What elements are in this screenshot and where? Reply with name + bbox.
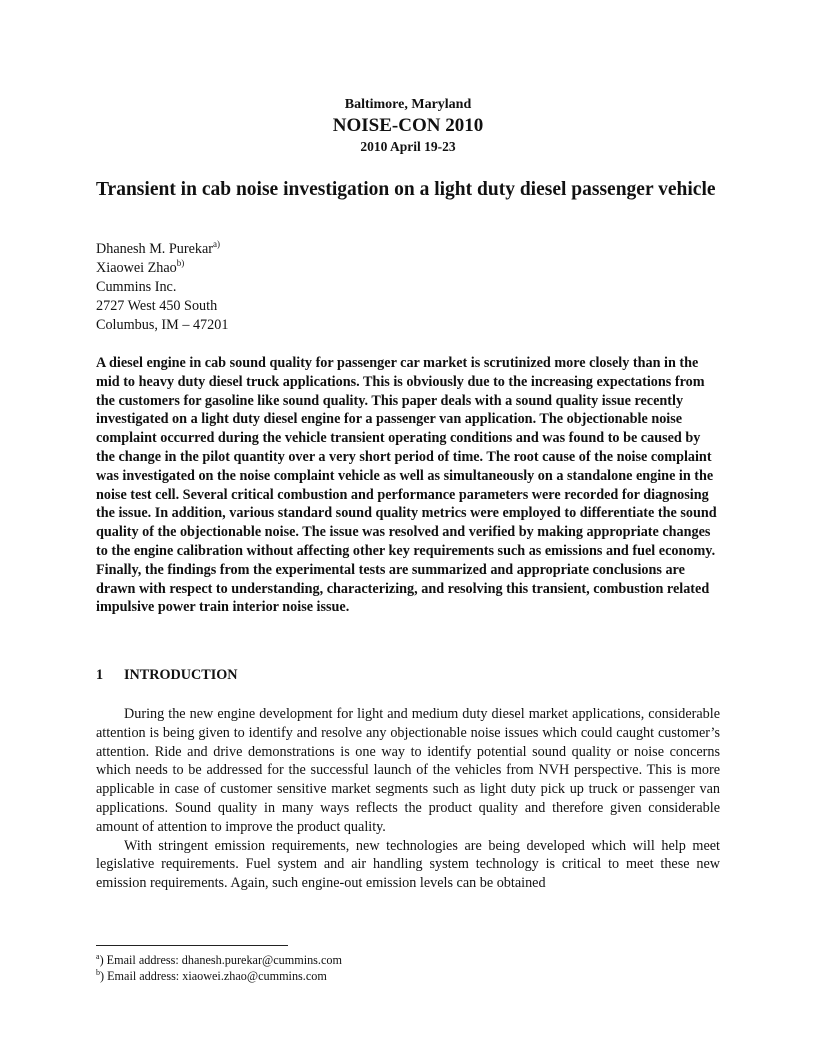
author-2-name: Xiaowei Zhao (96, 260, 177, 276)
footnote-b (96, 968, 342, 984)
author-2-mark: b) (176, 258, 185, 268)
footnotes (96, 952, 342, 984)
footnote-b-text: ) Email address: xiaowei.zhao@cummins.com (100, 969, 327, 983)
author-affiliation: Cummins Inc. (96, 279, 177, 295)
conference-dates: 2010 April 19-23 (360, 139, 456, 154)
author-1 (96, 240, 228, 259)
author-1-name: Dhanesh M. Purekar (96, 241, 214, 257)
conference-name: NOISE-CON 2010 (332, 115, 484, 136)
intro-paragraph-1: During the new engine development for light and medium duty diesel market applications, considerable attention is being given to identify and resolve any objectionable noise issues which could caught customer’s attention. Ride and drive demonstrations is one way to identify potential sound quality or noise concerns which needs to be addressed for the successful launch of the vehicles from NVH perspective. This is more applicable in case of customer sensitive market segments such as light duty pick up truck or passenger van applications. Sound quality in many ways reflects the product quality and therefore given considerable amount of attention to improve the product quality. (96, 706, 720, 835)
footnote-a (96, 952, 342, 968)
footnote-divider (96, 945, 288, 946)
conference-header (0, 96, 816, 155)
footnote-b-mark: b (96, 968, 100, 977)
section-heading-introduction (96, 666, 238, 685)
intro-paragraph-2: With stringent emission requirements, new technologies are being developed which will help meet legislative requirements. Fuel system and air handling system technology is critical to meet these new emission requirements. Again, such engine-out emission levels can be obtained (96, 837, 720, 892)
conference-location: Baltimore, Maryland (344, 97, 472, 112)
section-number: 1 (96, 667, 104, 683)
footnote-a-mark: a (96, 952, 100, 961)
author-2 (96, 259, 228, 278)
abstract: A diesel engine in cab sound quality for passenger car market is scrutinized more closely than in the mid to heavy duty diesel truck applications. This is obviously due to the increasing expectations from the customers for gasoline like sound quality. This paper deals with a sound quality issue recently investigated on a light duty diesel engine for a passenger van application. The objectionable noise complaint occurred during the vehicle transient operating conditions and was found to be caused by the change in the pilot quantity over a very short period of time. The root cause of the noise complaint was investigated on the noise complaint vehicle as well as simultaneously on a standalone engine in the noise test cell. Several critical combustion and performance parameters were recorded for diagnosing the issue. In addition, various standard sound quality metrics were employed to differentiate the sound quality of the objectionable noise. The issue was resolved and verified by making appropriate changes to the engine calibration without affecting other key requirements such as emissions and fuel economy. Finally, the findings from the experimental tests are summarized and appropriate conclusions are drawn with respect to understanding, characterizing, and resolving this transient, combustion related impulsive power train interior noise issue. (96, 355, 717, 616)
section-title: INTRODUCTION (124, 667, 238, 683)
paper-title: Transient in cab noise investigation on a light duty diesel passenger vehicle (96, 179, 716, 200)
introduction-body (96, 705, 720, 893)
author-city: Columbus, IM – 47201 (96, 317, 229, 333)
author-1-mark: a) (213, 239, 221, 249)
author-street: 2727 West 450 South (96, 298, 218, 314)
author-block (96, 240, 228, 335)
footnote-a-text: ) Email address: dhanesh.purekar@cummins.com (99, 953, 342, 967)
